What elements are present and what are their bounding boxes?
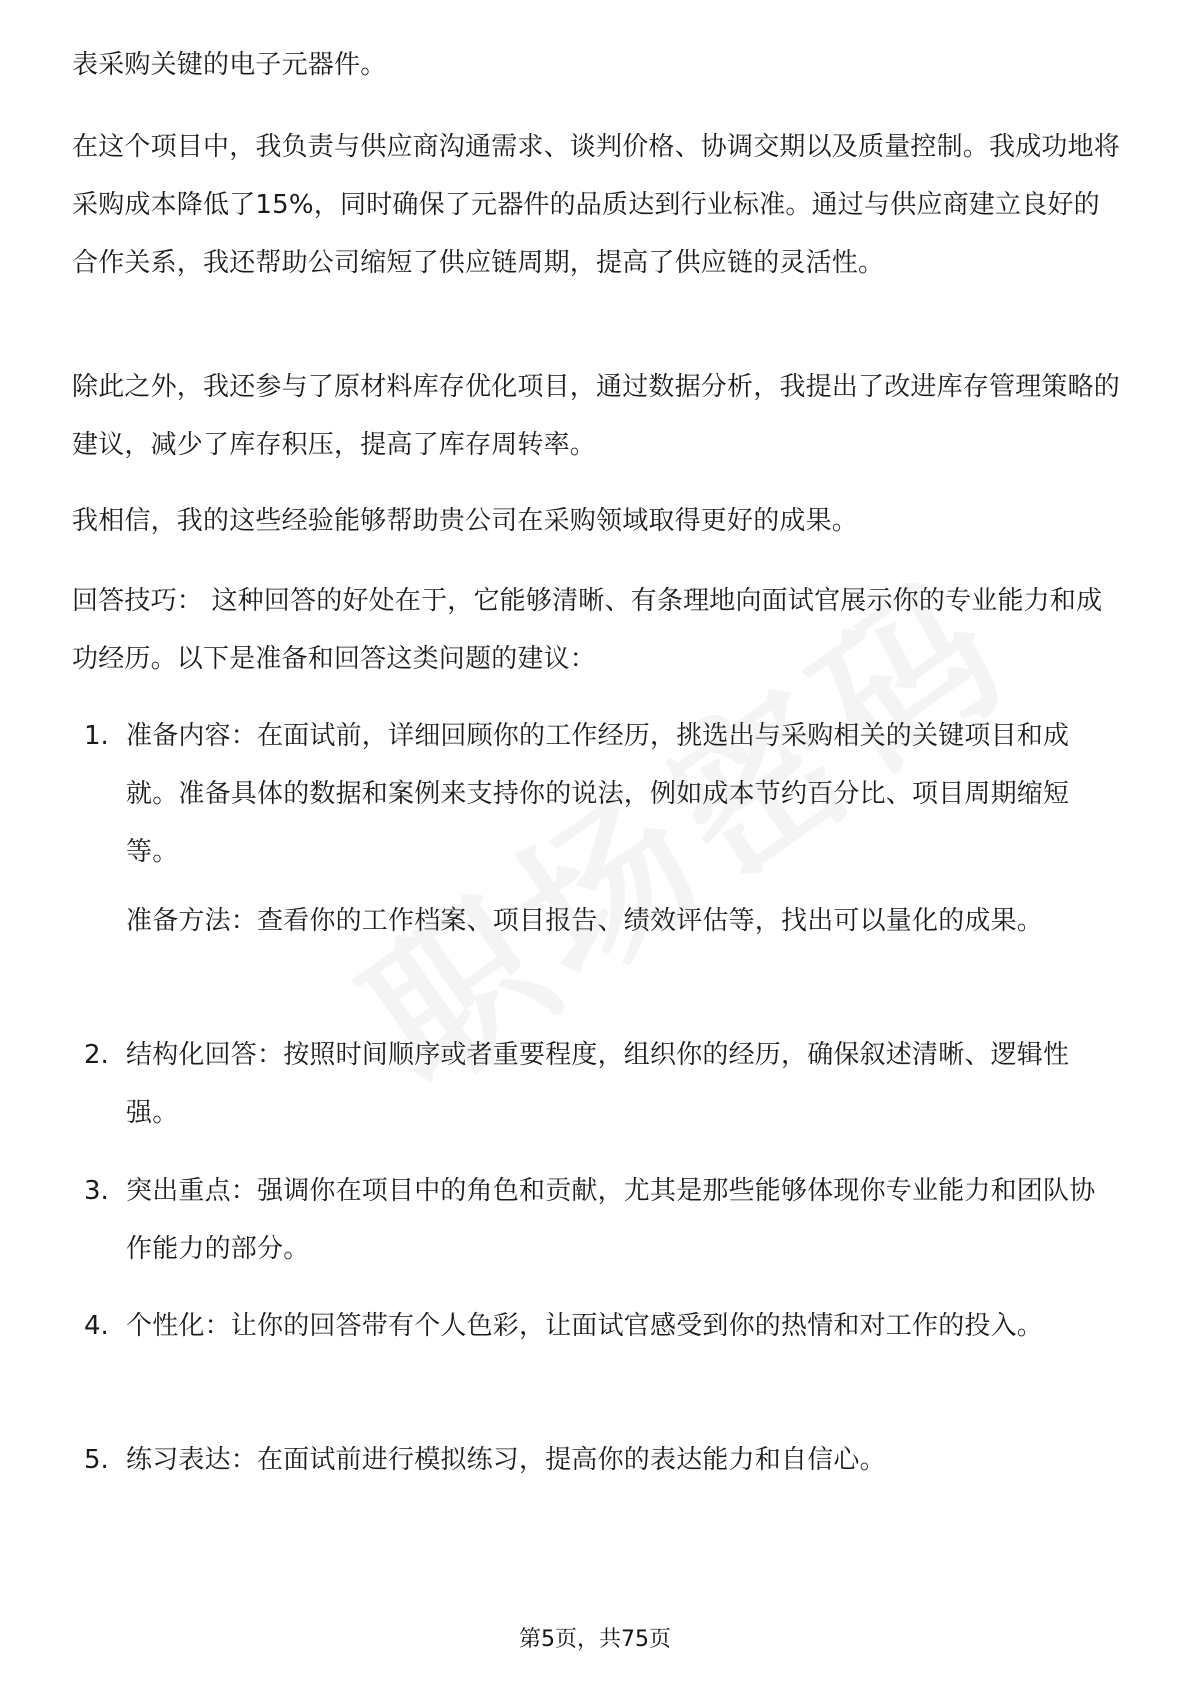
list-item-number: 2.: [84, 1040, 109, 1070]
list-item-text: 结构化回答：按照时间顺序或者重要程度，组织你的经历，确保叙述清晰、逻辑性强。: [126, 1040, 1070, 1128]
paragraph-answer-tips: 回答技巧： 这种回答的好处在于，它能够清晰、有条理地向面试官展示你的专业能力和成功经历。以下是准备和回答这类问题的建议：: [72, 586, 1103, 674]
paragraph-continuation: 表采购关键的电子元器件。: [72, 50, 387, 80]
list-item-number: 4.: [84, 1311, 109, 1341]
page-number: 第5页，共75页: [519, 1627, 671, 1652]
list-item-text: 准备内容：在面试前，详细回顾你的工作经历，挑选出与采购相关的关键项目和成就。准备具体的数据和案例来支持你的说法，例如成本节约百分比、项目周期缩短等。: [126, 721, 1070, 867]
paragraph-project-result: 在这个项目中，我负责与供应商沟通需求、谈判价格、协调交期以及质量控制。我成功地将采购成本降低了15%，同时确保了元器件的品质达到行业标准。通过与供应商建立良好的合作关系，我还帮助公司缩短了供应链周期，提高了供应链的灵活性。: [72, 132, 1121, 278]
list-item-number: 1.: [84, 721, 109, 751]
list-item-text: 练习表达：在面试前进行模拟练习，提高你的表达能力和自信心。: [126, 1445, 886, 1475]
paragraph-inventory: 除此之外，我还参与了原材料库存优化项目，通过数据分析，我提出了改进库存管理策略的建议，减少了库存积压，提高了库存周转率。: [72, 372, 1121, 460]
list-item-number: 5.: [84, 1445, 109, 1475]
paragraph-belief: 我相信，我的这些经验能够帮助贵公司在采购领域取得更好的成果。: [72, 506, 859, 536]
list-item-number: 3.: [84, 1176, 109, 1206]
list-item-text: 突出重点：强调你在项目中的角色和贡献，尤其是那些能够体现你专业能力和团队协作能力的部分。: [126, 1176, 1096, 1264]
list-item-subtext: 准备方法：查看你的工作档案、项目报告、绩效评估等，找出可以量化的成果。: [126, 906, 1044, 936]
list-item-text: 个性化：让你的回答带有个人色彩，让面试官感受到你的热情和对工作的投入。: [126, 1311, 1044, 1341]
